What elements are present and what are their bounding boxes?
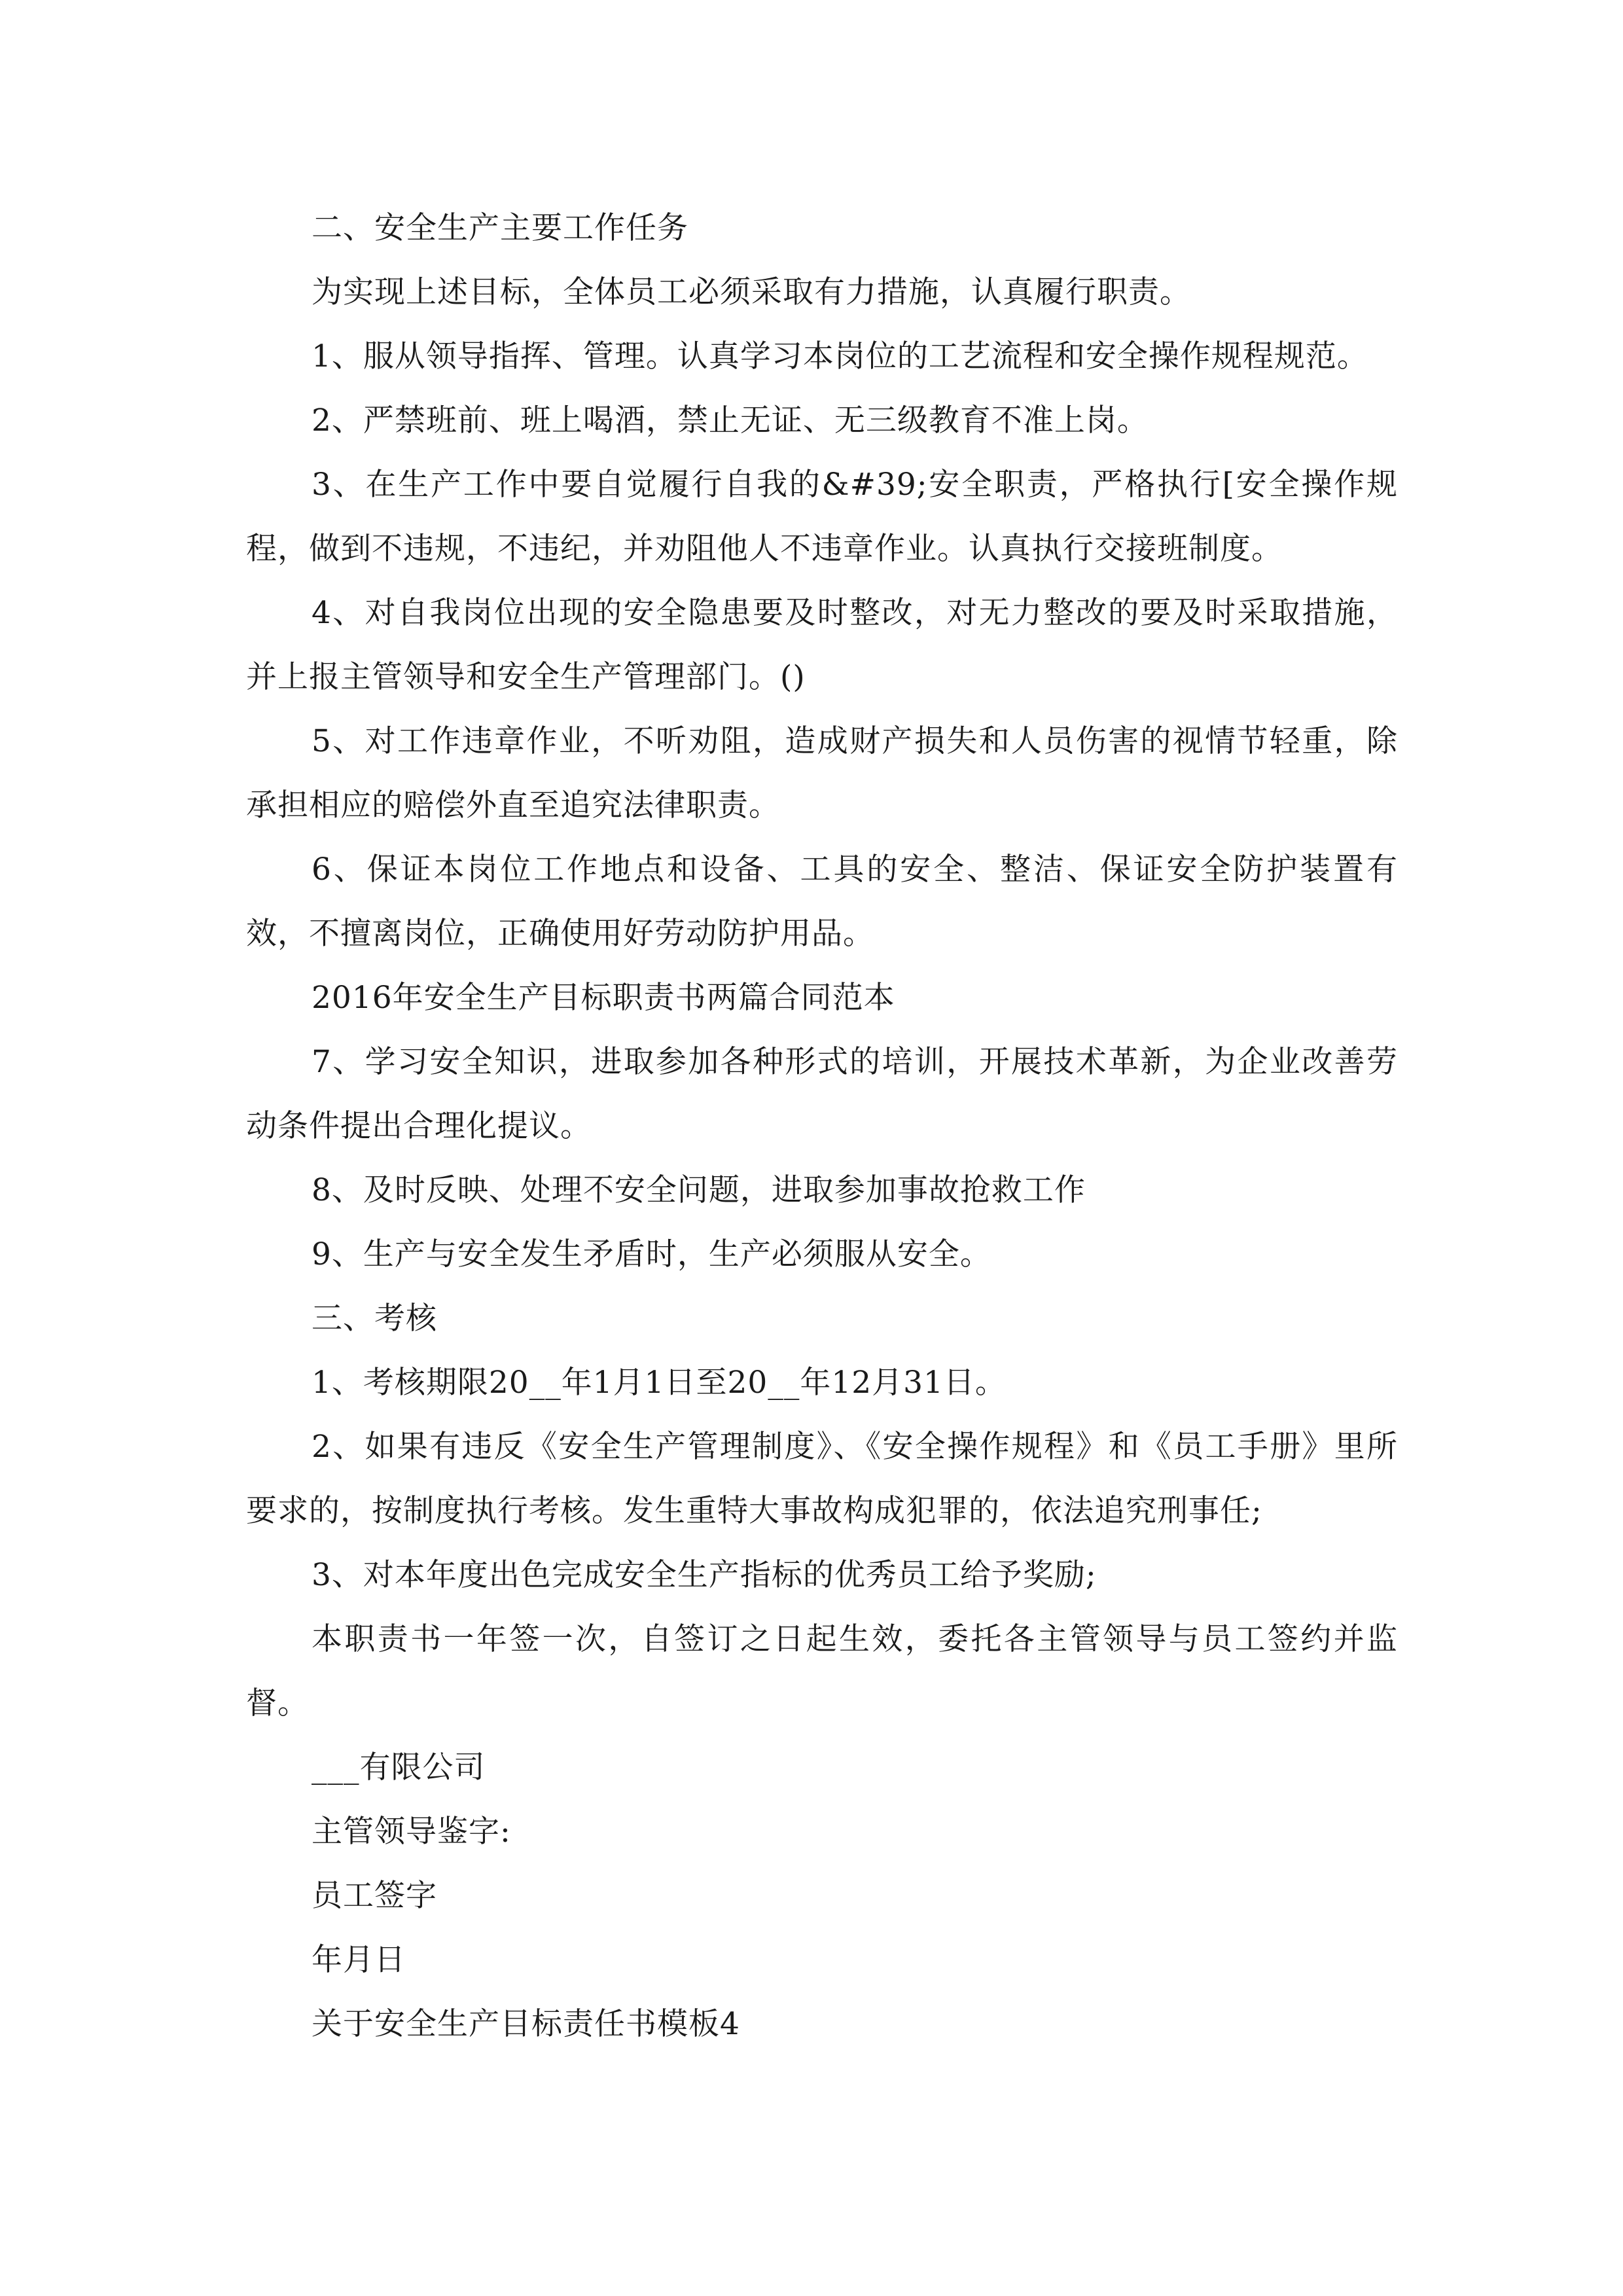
paragraph-item-9: 9、生产与安全发生矛盾时，生产必须服从安全。 xyxy=(312,1236,991,1272)
employee-signature-line: 员工签字 xyxy=(312,1878,437,1914)
paragraph-item-7: 7、学习安全知识，进取参加各种形式的培训，开展技术革新，为企业改善劳动条件提出合理化提议。 xyxy=(246,1044,1398,1144)
paragraph-item-3: 3、在生产工作中要自觉履行自我的&#39;安全职责，严格执行[安全操作规程，做到不违规，不违纪，并劝阻他人不违章作业。认真执行交接班制度。 xyxy=(246,467,1398,567)
date-line: 年月日 xyxy=(312,1942,406,1978)
paragraph-item-1: 1、服从领导指挥、管理。认真学习本岗位的工艺流程和安全操作规程规范。 xyxy=(312,338,1368,374)
supervisor-signature-line: 主管领导鉴字: xyxy=(312,1814,511,1850)
company-name-line: ___有限公司 xyxy=(312,1749,486,1785)
section-heading-assessment: 三、考核 xyxy=(312,1300,437,1336)
paragraph-contract-title: 2016年安全生产目标职责书两篇合同范本 xyxy=(312,980,895,1016)
paragraph-item-5: 5、对工作违章作业，不听劝阻，造成财产损失和人员伤害的视情节轻重，除承担相应的赔偿外直至追究法律职责。 xyxy=(246,723,1398,823)
next-template-title: 关于安全生产目标责任书模板4 xyxy=(312,2006,740,2042)
paragraph-assessment-2: 2、如果有违反《安全生产管理制度》、《安全操作规程》和《员工手册》里所要求的，按制度执行考核。发生重特大事故构成犯罪的，依法追究刑事任; xyxy=(246,1429,1398,1529)
paragraph-assessment-3: 3、对本年度出色完成安全生产指标的优秀员工给予奖励; xyxy=(312,1557,1097,1593)
document-body xyxy=(246,196,1398,2056)
paragraph-assessment-1: 1、考核期限20__年1月1日至20__年12月31日。 xyxy=(312,1365,1007,1401)
paragraph-item-4: 4、对自我岗位出现的安全隐患要及时整改，对无力整改的要及时采取措施，并上报主管领导和安全生产管理部门。() xyxy=(246,595,1398,695)
paragraph-intro: 为实现上述目标，全体员工必须采取有力措施，认真履行职责。 xyxy=(312,274,1191,310)
paragraph-item-8: 8、及时反映、处理不安全问题，进取参加事故抢救工作 xyxy=(312,1172,1086,1208)
section-heading-tasks: 二、安全生产主要工作任务 xyxy=(312,210,688,246)
paragraph-validity: 本职责书一年签一次，自签订之日起生效，委托各主管领导与员工签约并监督。 xyxy=(246,1621,1398,1721)
paragraph-item-6: 6、保证本岗位工作地点和设备、工具的安全、整洁、保证安全防护装置有效，不擅离岗位，正确使用好劳动防护用品。 xyxy=(246,852,1398,952)
paragraph-item-2: 2、严禁班前、班上喝酒，禁止无证、无三级教育不准上岗。 xyxy=(312,403,1149,439)
